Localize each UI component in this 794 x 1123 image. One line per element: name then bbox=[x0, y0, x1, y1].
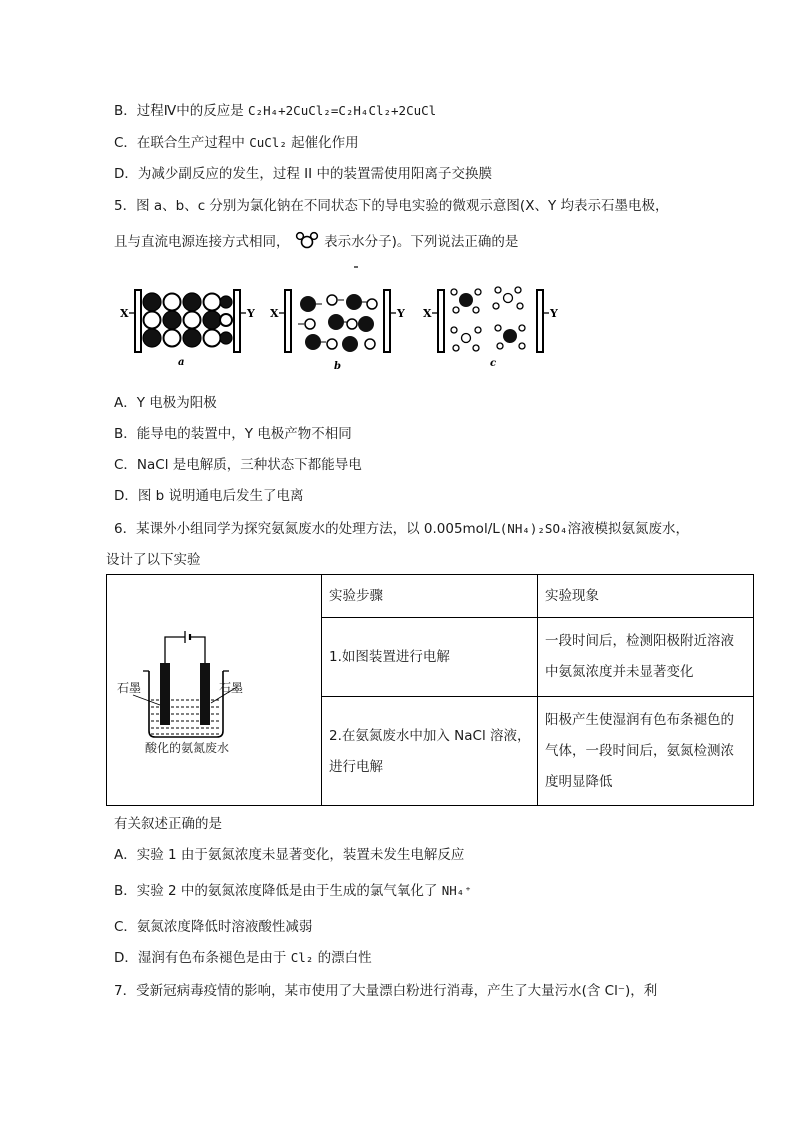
figure-caption: 酸化的氨氮废水 bbox=[145, 741, 230, 755]
q7-stem: 7．受新冠病毒疫情的影响，某市使用了大量漂白粉进行消毒，产生了大量污水(含 Cl⁻)，利 bbox=[114, 983, 658, 999]
q5-option-c: C．NaCl 是电解质，三种状态下都能导电 bbox=[114, 457, 362, 473]
table-row1-phenom-l1: 一段时间后，检测阳极附近溶液 bbox=[545, 633, 734, 649]
panel-a-electrode-y: Y bbox=[247, 307, 255, 320]
q5-option-d: D．图 b 说明通电后发生了电离 bbox=[114, 488, 304, 504]
nacl-conduction-figure bbox=[118, 262, 558, 380]
q5-stem-line1: 5．图 a、b、c 分别为氯化钠在不同状态下的导电实验的微观示意图(X、Y 均表示石墨电极， bbox=[114, 198, 669, 214]
table-row2-step-l2: 进行电解 bbox=[329, 759, 383, 775]
q6-stem-formula: (NH₄)₂SO₄ bbox=[499, 521, 568, 536]
panel-c-electrode-y: Y bbox=[550, 307, 558, 320]
q4-option-b-formula: C₂H₄+2CuCl₂=C₂H₄Cl₂+2CuCl bbox=[248, 103, 437, 118]
q6-stem-prefix: 6．某课外小组同学为探究氨氮废水的处理方法，以 0.005mol/L bbox=[114, 521, 500, 537]
q6-option-b bbox=[114, 881, 472, 901]
q6-option-d-formula: Cl₂ bbox=[290, 950, 314, 965]
panel-a bbox=[120, 290, 255, 368]
figure-left-electrode-label: 石墨 bbox=[117, 681, 142, 695]
q5-option-a: A．Y 电极为阳极 bbox=[114, 395, 217, 411]
q5-stem-line2 bbox=[114, 231, 518, 252]
q6-prompt: 有关叙述正确的是 bbox=[114, 816, 222, 832]
q6-option-a: A．实验 1 由于氨氮浓度未显著变化，装置未发生电解反应 bbox=[114, 847, 465, 863]
q4-option-b-text: B．过程Ⅳ中的反应是 bbox=[114, 103, 244, 119]
q4-option-c bbox=[114, 133, 359, 153]
table-header-step: 实验步骤 bbox=[329, 588, 383, 604]
experiment-table bbox=[106, 574, 754, 806]
q6-option-b-text: B．实验 2 中的氨氮浓度降低是由于生成的氯气氧化了 bbox=[114, 883, 438, 899]
q4-option-c-formula: CuCl₂ bbox=[249, 135, 287, 150]
table-row2-phenom-l2: 气体，一段时间后，氨氮检测浓 bbox=[545, 743, 734, 759]
table-row1-step: 1.如图装置进行电解 bbox=[329, 649, 450, 665]
q5-stem-line2-suffix: 表示水分子)。下列说法正确的是 bbox=[324, 234, 519, 250]
panel-c-label: c bbox=[490, 358, 497, 369]
q6-stem-line1 bbox=[114, 519, 689, 539]
q4-option-b bbox=[114, 101, 436, 121]
table-row2-phenom-l1: 阳极产生使湿润有色布条褪色的 bbox=[545, 712, 734, 728]
q6-option-d-text: D．湿润有色布条褪色是由于 bbox=[114, 950, 287, 966]
q4-option-c-text: C．在联合生产过程中 bbox=[114, 135, 245, 151]
q6-stem-line2: 设计了以下实验 bbox=[106, 552, 201, 568]
table-row2-step-l1: 2.在氨氮废水中加入 NaCl 溶液， bbox=[329, 728, 531, 744]
q6-stem-suffix: 溶液模拟氨氮废水， bbox=[567, 521, 689, 537]
panel-c bbox=[423, 287, 558, 369]
q6-option-b-ion: NH₄⁺ bbox=[441, 883, 472, 898]
panel-b-electrode-x: X bbox=[270, 307, 279, 320]
panel-b-label: b bbox=[334, 361, 341, 372]
panel-a-electrode-x: X bbox=[120, 307, 129, 320]
table-header-phenomenon: 实验现象 bbox=[545, 588, 599, 604]
table-row2-phenom-l3: 度明显降低 bbox=[545, 774, 613, 790]
panel-a-label: a bbox=[178, 357, 185, 368]
panel-c-electrode-x: X bbox=[423, 307, 432, 320]
figure-right-electrode-label: 石墨 bbox=[219, 681, 244, 695]
q6-option-d-suffix: 的漂白性 bbox=[317, 950, 372, 966]
q5-stem-line2-prefix: 且与直流电源连接方式相同， bbox=[114, 234, 290, 250]
q4-option-c-suffix: 起催化作用 bbox=[291, 135, 359, 151]
electrolysis-apparatus-figure bbox=[113, 625, 313, 755]
panel-b bbox=[270, 290, 405, 372]
q6-option-d bbox=[114, 948, 372, 968]
q6-option-c: C．氨氮浓度降低时溶液酸性减弱 bbox=[114, 919, 313, 935]
water-molecule-icon bbox=[294, 231, 320, 249]
table-row1-phenom-l2: 中氨氮浓度并未显著变化 bbox=[545, 664, 694, 680]
q4-option-d: D．为减少副反应的发生，过程 II 中的装置需使用阳离子交换膜 bbox=[114, 166, 492, 182]
q5-option-b: B．能导电的装置中，Y 电极产物不相同 bbox=[114, 426, 352, 442]
panel-b-electrode-y: Y bbox=[397, 307, 405, 320]
